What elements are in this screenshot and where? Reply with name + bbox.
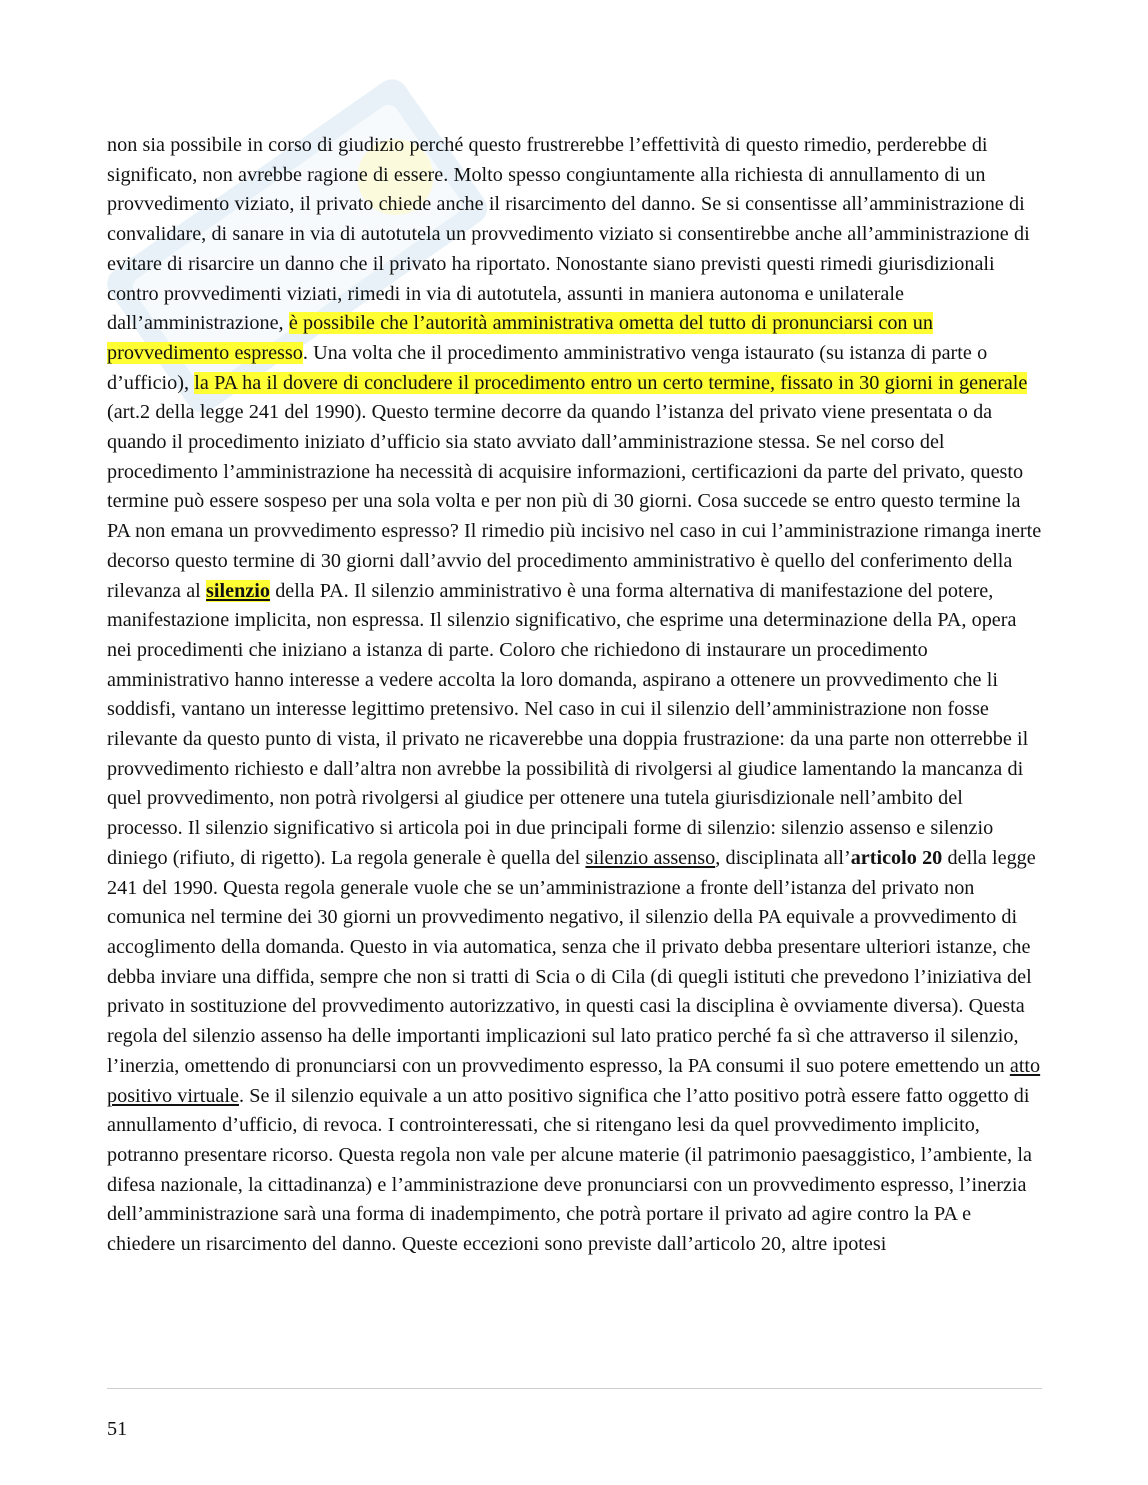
paragraph-text: (art.2 della legge 241 del 1990). Questo termine decorre da quando l’istanza del privato viene presentata o da quando il procedimento iniziato d’ufficio sia stato avviato dall’amministrazione stessa. Se nel corso del procedimento l’amministrazione ha necessità di acquisire informazioni, certificazioni da parte del privato, questo termine può essere sospeso per una sola volta e per non più di 30 giorni. Cosa succede se entro questo termine la PA non emana un provvedimento espresso? Il rimedio più incisivo nel caso in cui l’amministrazione rimanga inerte decorso questo termine di 30 giorni dall’avvio del procedimento amministrativo è quello del conferimento della rilevanza al bbox=[107, 401, 1042, 602]
paragraph-text: della legge 241 del 1990. Questa regola generale vuole che se un’amministrazione a fronte dell’istanza del privato non comunica nel termine dei 30 giorni un provvedimento negativo, il silenzio della PA equivale a provvedimento di accoglimento della domanda. Questo in via automatica, senza che il privato debba presentare ulteriori istanze, che debba inviare una diffida, sempre che non si tratti di Scia o di Cila (di quegli istituti che prevedono l’iniziativa del privato in sostituzione del provvedimento autorizzativo, in questi casi la disciplina è ovviamente diversa). Questa regola del silenzio assenso ha delle importanti implicazioni sul lato pratico perché fa sì che attraverso il silenzio, l’inerzia, omettendo di pronunciarsi con un provvedimento espresso, la PA consumi il suo potere emettendo un bbox=[107, 846, 1036, 1077]
highlighted-term-silenzio: silenzio bbox=[206, 579, 270, 602]
body-paragraph bbox=[107, 131, 1042, 1260]
paragraph-text: della PA. Il silenzio amministrativo è una forma alternativa di manifestazione del potere, manifestazione implicita, non espressa. Il silenzio significativo, che esprime una determinazione della PA, opera nei procedimenti che iniziano a istanza di parte. Coloro che richiedono di instaurare un procedimento amministrativo hanno interesse a vedere accolta la loro domanda, aspirano a ottenere un provvedimento che li soddisfi, vantano un interesse legittimo pretensivo. Nel caso in cui il silenzio dell’amministrazione non fosse rilevante da questo punto di vista, il privato ne ricaverebbe una doppia frustrazione: da una parte non otterrebbe il provvedimento richiesto e dall’altra non avrebbe la possibilità di rivolgersi al giudice lamentando la mancanza di quel provvedimento, non potrà rivolgersi al giudice per ottenere una tutela giurisdizionale nell’ambito del processo. Il silenzio significativo si articola poi in due principali forme di silenzio: silenzio assenso e silenzio diniego (rifiuto, di rigetto). La regola generale è quella del bbox=[107, 579, 1029, 869]
paragraph-text: non sia possibile in corso di giudizio perché questo frustrerebbe l’effettività di questo rimedio, perderebbe di significato, non avrebbe ragione di essere. Molto spesso congiuntamente alla richiesta di annullamento di un provvedimento viziato, il privato chiede anche il risarcimento del danno. Se si consentisse all’amministrazione di convalidare, di sanare in via di autotutela un provvedimento viziato si consentirebbe anche all’amministrazione di evitare di risarcire un danno che il privato ha riportato. Nonostante siano previsti questi rimedi giurisdizionali contro provvedimenti viziati, rimedi in via di autotutela, assunti in maniera autonoma e unilaterale dall’amministrazione, bbox=[107, 134, 1030, 335]
highlighted-text: la PA ha il dovere di concludere il procedimento entro un certo termine, fissato in 30 giorni in generale bbox=[194, 371, 1028, 394]
paragraph-text: . Una volta che il procedimento amministrativo venga istaurato (su istanza di parte o d’ufficio), bbox=[107, 341, 988, 394]
page-number: 51 bbox=[107, 1418, 128, 1440]
footer-divider bbox=[107, 1388, 1042, 1389]
underlined-term: atto positivo virtuale bbox=[107, 1054, 1041, 1107]
highlighted-text: è possibile che l’autorità amministrativa ometta del tutto di pronunciarsi con un provvedimento espresso bbox=[107, 312, 933, 364]
underlined-term: silenzio assenso bbox=[585, 846, 716, 869]
paragraph-text: , disciplinata all’ bbox=[715, 846, 851, 869]
paragraph-text: . Se il silenzio equivale a un atto positivo significa che l’atto positivo potrà essere fatto oggetto di annullamento d’ufficio, di revoca. I controinteressati, che si ritengano lesi da quel provvedimento implicito, potranno presentare ricorso. Questa regola non vale per alcune materie (il patrimonio paesaggistico, l’ambiente, la difesa nazionale, la cittadinanza) e l’amministrazione deve pronunciarsi con un provvedimento espresso, l’inerzia dell’amministrazione sarà una forma di inadempimento, che potrà portare il privato ad agire contro la PA e chiedere un risarcimento del danno. Queste eccezioni sono previste dall’articolo 20, altre ipotesi bbox=[107, 1084, 1032, 1256]
bold-term: articolo 20 bbox=[850, 846, 943, 869]
